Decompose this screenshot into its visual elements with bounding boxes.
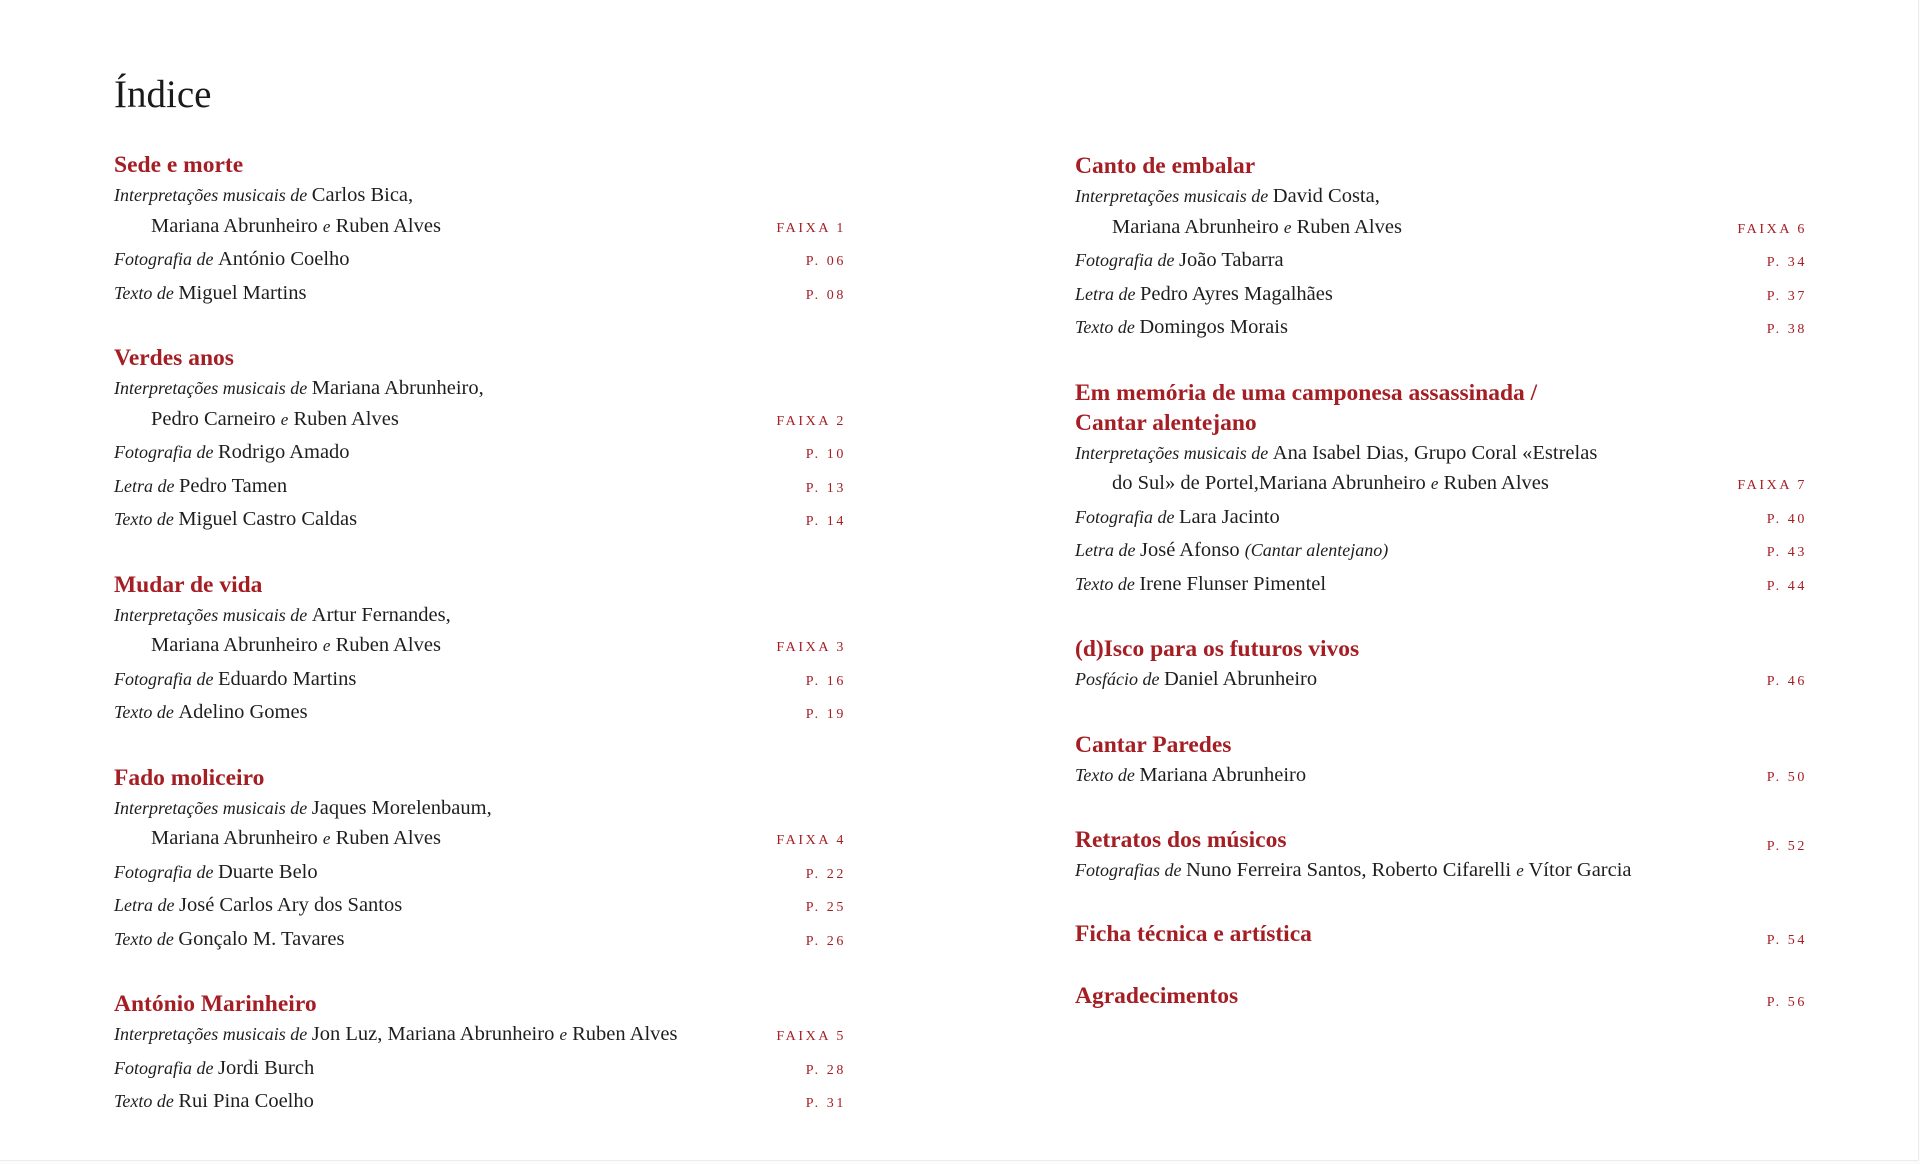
toc-section (114, 763, 844, 958)
credit-line (114, 211, 844, 245)
page-ref: P. 44 (1766, 578, 1807, 594)
credit-text (1075, 535, 1388, 566)
credit-role: Interpretações musicais de (114, 185, 312, 205)
credit-text (114, 1019, 677, 1051)
credit-line (1075, 535, 1805, 569)
credit-name: Mariana Abrunheiro, (311, 377, 484, 399)
credit-name: Pedro Tamen (179, 474, 288, 497)
credit-name: do Sul» de Portel,Mariana Abrunheiro (1112, 472, 1431, 494)
toc-section (1075, 981, 1805, 1011)
credit-name: Domingos Morais (1139, 316, 1288, 338)
credit-name: Ruben Alves (330, 634, 441, 656)
credit-role: Fotografia de (1075, 250, 1179, 270)
credit-line (114, 1086, 844, 1120)
credit-role: Letra de (1075, 283, 1140, 304)
credit-text (151, 404, 399, 436)
credit-text (1075, 181, 1380, 212)
track-ref: FAIXA 3 (776, 640, 846, 655)
credit-name: Ruben Alves (330, 214, 441, 237)
track-ref: FAIXA 2 (776, 413, 846, 429)
credit-name: Mariana Abrunheiro (151, 634, 323, 656)
credit-line (114, 924, 844, 958)
credit-line (114, 697, 844, 731)
section-header (114, 150, 844, 180)
toc-section (1075, 378, 1805, 603)
section-header (1075, 730, 1805, 760)
credit-name: Ruben Alves (1291, 215, 1402, 238)
credit-role: Texto de (1075, 764, 1140, 785)
section-title: Retratos dos músicos (1075, 827, 1287, 853)
credit-role: Interpretações musicais de (114, 797, 312, 818)
credit-role: Fotografia de (114, 668, 218, 689)
credit-name: Carlos Bica, (311, 184, 414, 206)
credit-name: Pedro Carneiro (151, 407, 281, 430)
credit-line (1075, 245, 1805, 279)
section-header (1075, 825, 1805, 855)
credit-name: Artur Fernandes, (311, 603, 451, 626)
credit-line (1075, 312, 1805, 346)
credit-name: José Carlos Ary dos Santos (179, 894, 403, 916)
credit-line (1075, 569, 1805, 603)
credit-line (114, 600, 844, 631)
section-title: António Marinheiro (114, 991, 317, 1017)
credit-line (1075, 212, 1805, 246)
page-ref: P. 14 (805, 514, 846, 529)
credit-role: Letra de (114, 475, 179, 496)
credit-name: Jon Luz, Mariana Abrunheiro (311, 1023, 560, 1045)
page-ref: P. 37 (1766, 288, 1807, 304)
credit-name: Mariana Abrunheiro (1139, 763, 1307, 786)
credit-role: Letra de (114, 895, 179, 915)
credit-role: Fotografia de (114, 442, 218, 462)
credit-line (114, 278, 844, 312)
section-title-block (114, 989, 317, 1019)
credit-name: Rui Pina Coelho (178, 1090, 314, 1112)
page-title: Índice (114, 73, 212, 116)
credit-line (114, 890, 844, 924)
credit-line (114, 857, 844, 891)
credit-role: (Cantar alentejano) (1244, 540, 1389, 560)
page-ref: P. 25 (805, 900, 846, 915)
credit-role: Interpretações musicais de (114, 378, 312, 398)
credit-text (114, 1086, 314, 1117)
credit-name: António Coelho (218, 248, 350, 270)
credit-text (114, 890, 402, 921)
credit-name: Mariana Abrunheiro (151, 827, 323, 849)
credit-role: Texto de (1075, 317, 1140, 337)
credit-text (1075, 569, 1326, 600)
section-title-block (114, 150, 243, 180)
credit-text (1112, 468, 1549, 500)
conjunction: e (1430, 474, 1439, 493)
credit-line (114, 664, 844, 698)
credit-name: Ruben Alves (330, 827, 441, 849)
credit-role: Fotografia de (1075, 506, 1179, 527)
section-header (1075, 634, 1805, 664)
credit-name: Mariana Abrunheiro (1112, 215, 1284, 238)
page-ref: P. 40 (1766, 511, 1807, 527)
section-title-block (1075, 981, 1238, 1011)
credit-text (114, 600, 451, 631)
credit-line (114, 793, 844, 824)
page-ref: P. 13 (805, 480, 846, 496)
credit-line (1075, 181, 1805, 212)
page-ref: P. 19 (805, 707, 846, 722)
section-header (114, 763, 844, 793)
toc-section (1075, 151, 1805, 346)
section-title: Verdes anos (114, 345, 234, 371)
credit-text (1075, 664, 1317, 695)
credit-line (114, 823, 844, 857)
credit-role: Texto de (114, 702, 179, 722)
track-ref: FAIXA 1 (776, 220, 846, 236)
toc-section (114, 343, 844, 538)
credit-text (114, 664, 356, 695)
section-title: Em memória de uma camponesa assassinada / (1075, 379, 1538, 406)
credit-role: Fotografia de (114, 861, 218, 882)
credit-line (114, 180, 844, 211)
credit-role: Texto de (114, 1091, 179, 1111)
credit-role: Texto de (114, 509, 179, 529)
section-title: Canto de embalar (1075, 153, 1256, 179)
section-header (1075, 981, 1805, 1011)
credit-line (1075, 760, 1805, 794)
track-ref: FAIXA 5 (776, 1029, 846, 1044)
credit-role: Posfácio de (1075, 669, 1164, 689)
credit-role: Letra de (1075, 540, 1140, 560)
section-title: Mudar de vida (114, 571, 263, 598)
toc-section (1075, 634, 1805, 698)
credit-text (1075, 312, 1288, 343)
credit-text (114, 504, 357, 535)
credit-line (114, 1053, 844, 1087)
toc-section (1075, 919, 1805, 949)
credit-role: Texto de (114, 928, 179, 949)
credit-text (114, 180, 413, 211)
page-ref: P. 50 (1766, 769, 1807, 785)
page-ref: P. 06 (805, 254, 846, 269)
credit-text (114, 471, 287, 502)
page-ref: P. 52 (1766, 839, 1807, 854)
credit-role: Interpretações musicais de (114, 1024, 312, 1044)
credit-text (114, 278, 306, 309)
page-ref: P. 38 (1766, 322, 1807, 337)
credit-text (1075, 855, 1632, 887)
section-title: Sede e morte (114, 152, 244, 178)
section-title: (d)Isco para os futuros vivos (1075, 636, 1360, 662)
credit-text (151, 630, 441, 662)
credit-line (1075, 502, 1805, 536)
conjunction: e (322, 636, 331, 655)
page-ref: P. 34 (1766, 255, 1807, 270)
page-ref: P. 54 (1766, 932, 1807, 948)
credit-line (1075, 855, 1805, 887)
credit-name: Ana Isabel Dias, Grupo Coral «Estrelas (1272, 441, 1598, 464)
credit-name: Jordi Burch (218, 1056, 315, 1079)
credit-text (114, 857, 318, 888)
credit-line (1075, 438, 1805, 469)
credit-line (114, 373, 844, 404)
conjunction: e (322, 216, 331, 236)
toc-section (1075, 730, 1805, 794)
credit-text (114, 373, 484, 404)
credit-name: Adelino Gomes (178, 701, 308, 723)
credit-name: Nuno Ferreira Santos, Roberto Cifarelli (1186, 859, 1517, 881)
credit-role: Fotografia de (114, 249, 218, 269)
credit-text (114, 793, 492, 824)
toc-section (114, 570, 844, 731)
section-title-block (1075, 378, 1537, 438)
credit-name: David Costa, (1272, 185, 1380, 207)
credit-line (114, 1019, 844, 1053)
toc-section (114, 989, 844, 1120)
credit-text (1075, 438, 1597, 469)
page-ref: P. 16 (805, 673, 846, 689)
credit-text (1075, 279, 1333, 310)
toc-section (1075, 825, 1805, 887)
credit-name: Lara Jacinto (1179, 505, 1280, 528)
section-title: Ficha técnica e artística (1075, 920, 1312, 947)
credit-name: Ruben Alves (567, 1023, 678, 1045)
page-ref: P. 26 (805, 933, 846, 949)
section-title: Fado moliceiro (114, 764, 265, 791)
credit-line (114, 244, 844, 278)
credit-role: Fotografias de (1075, 860, 1186, 880)
page-ref: P. 22 (805, 866, 846, 882)
credit-name: Irene Flunser Pimentel (1139, 572, 1327, 595)
credit-name: João Tabarra (1179, 249, 1284, 271)
credit-text (151, 823, 441, 855)
conjunction: e (322, 829, 331, 848)
credit-text (1075, 502, 1280, 533)
section-title-block (1075, 919, 1312, 949)
page-ref: P. 43 (1766, 545, 1807, 560)
credit-line (114, 404, 844, 438)
credit-name: Ruben Alves (1438, 472, 1549, 494)
page-ref: P. 28 (805, 1062, 846, 1078)
section-title: Agradecimentos (1075, 982, 1239, 1009)
credit-role: Interpretações musicais de (114, 604, 312, 625)
section-header (114, 343, 844, 373)
credit-name: Eduardo Martins (218, 667, 357, 690)
credit-line (1075, 664, 1805, 698)
page-ref: P. 31 (805, 1096, 846, 1111)
credit-line (114, 471, 844, 505)
track-ref: FAIXA 4 (776, 833, 846, 848)
credit-role: Fotografia de (114, 1057, 218, 1078)
section-title-block (114, 570, 262, 600)
credit-name: Jaques Morelenbaum, (311, 796, 492, 819)
credit-line (1075, 279, 1805, 313)
credit-text (1075, 245, 1284, 276)
conjunction: e (559, 1025, 567, 1044)
credit-text (1075, 760, 1306, 791)
credit-role: Interpretações musicais de (1075, 442, 1273, 463)
credit-name: Mariana Abrunheiro (151, 214, 323, 237)
section-title: Cantar Paredes (1075, 731, 1232, 758)
credit-name: José Afonso (1140, 539, 1245, 561)
credit-name: Miguel Martins (178, 281, 307, 304)
credit-text (114, 697, 308, 728)
section-header (114, 570, 844, 600)
conjunction: e (280, 409, 289, 429)
page-ref: P. 46 (1766, 674, 1807, 689)
credit-line (114, 504, 844, 538)
toc-column-right (1075, 151, 1805, 1043)
page-ref: P. 10 (805, 447, 846, 462)
conjunction: e (1283, 217, 1292, 237)
credit-name: Rodrigo Amado (218, 441, 350, 463)
section-title-block (1075, 825, 1287, 855)
credit-name: Gonçalo M. Tavares (178, 927, 345, 950)
track-ref: FAIXA 6 (1737, 221, 1807, 237)
credit-name: Daniel Abrunheiro (1163, 668, 1318, 690)
credit-role: Interpretações musicais de (1075, 186, 1273, 206)
page-ref: P. 08 (805, 287, 846, 303)
credit-text (151, 211, 441, 243)
section-title-block (1075, 730, 1231, 760)
page-ref: P. 56 (1766, 994, 1807, 1010)
track-ref: FAIXA 7 (1737, 478, 1807, 493)
section-header (1075, 919, 1805, 949)
credit-text (1112, 212, 1402, 244)
credit-name: Miguel Castro Caldas (178, 508, 358, 530)
conjunction: e (1516, 861, 1524, 880)
section-header (114, 989, 844, 1019)
credit-text (114, 924, 344, 955)
section-header (1075, 378, 1805, 438)
section-title-block (114, 343, 234, 373)
credit-name: Pedro Ayres Magalhães (1140, 282, 1333, 305)
section-title-block (1075, 634, 1359, 664)
credit-role: Texto de (114, 282, 179, 303)
credit-text (114, 1053, 314, 1084)
section-header (1075, 151, 1805, 181)
section-title-continued: Cantar alentejano (1075, 409, 1257, 436)
toc-section (114, 150, 844, 311)
credit-line (1075, 468, 1805, 502)
credit-name: Ruben Alves (288, 407, 399, 430)
credit-line (114, 437, 844, 471)
credit-text (114, 437, 350, 468)
credit-name: Duarte Belo (218, 860, 318, 883)
toc-column-left (114, 150, 844, 1152)
credit-text (114, 244, 350, 275)
credit-role: Texto de (1075, 573, 1140, 594)
section-title-block (114, 763, 264, 793)
credit-line (114, 630, 844, 664)
section-title-block (1075, 151, 1255, 181)
credit-name: Vítor Garcia (1523, 859, 1632, 881)
